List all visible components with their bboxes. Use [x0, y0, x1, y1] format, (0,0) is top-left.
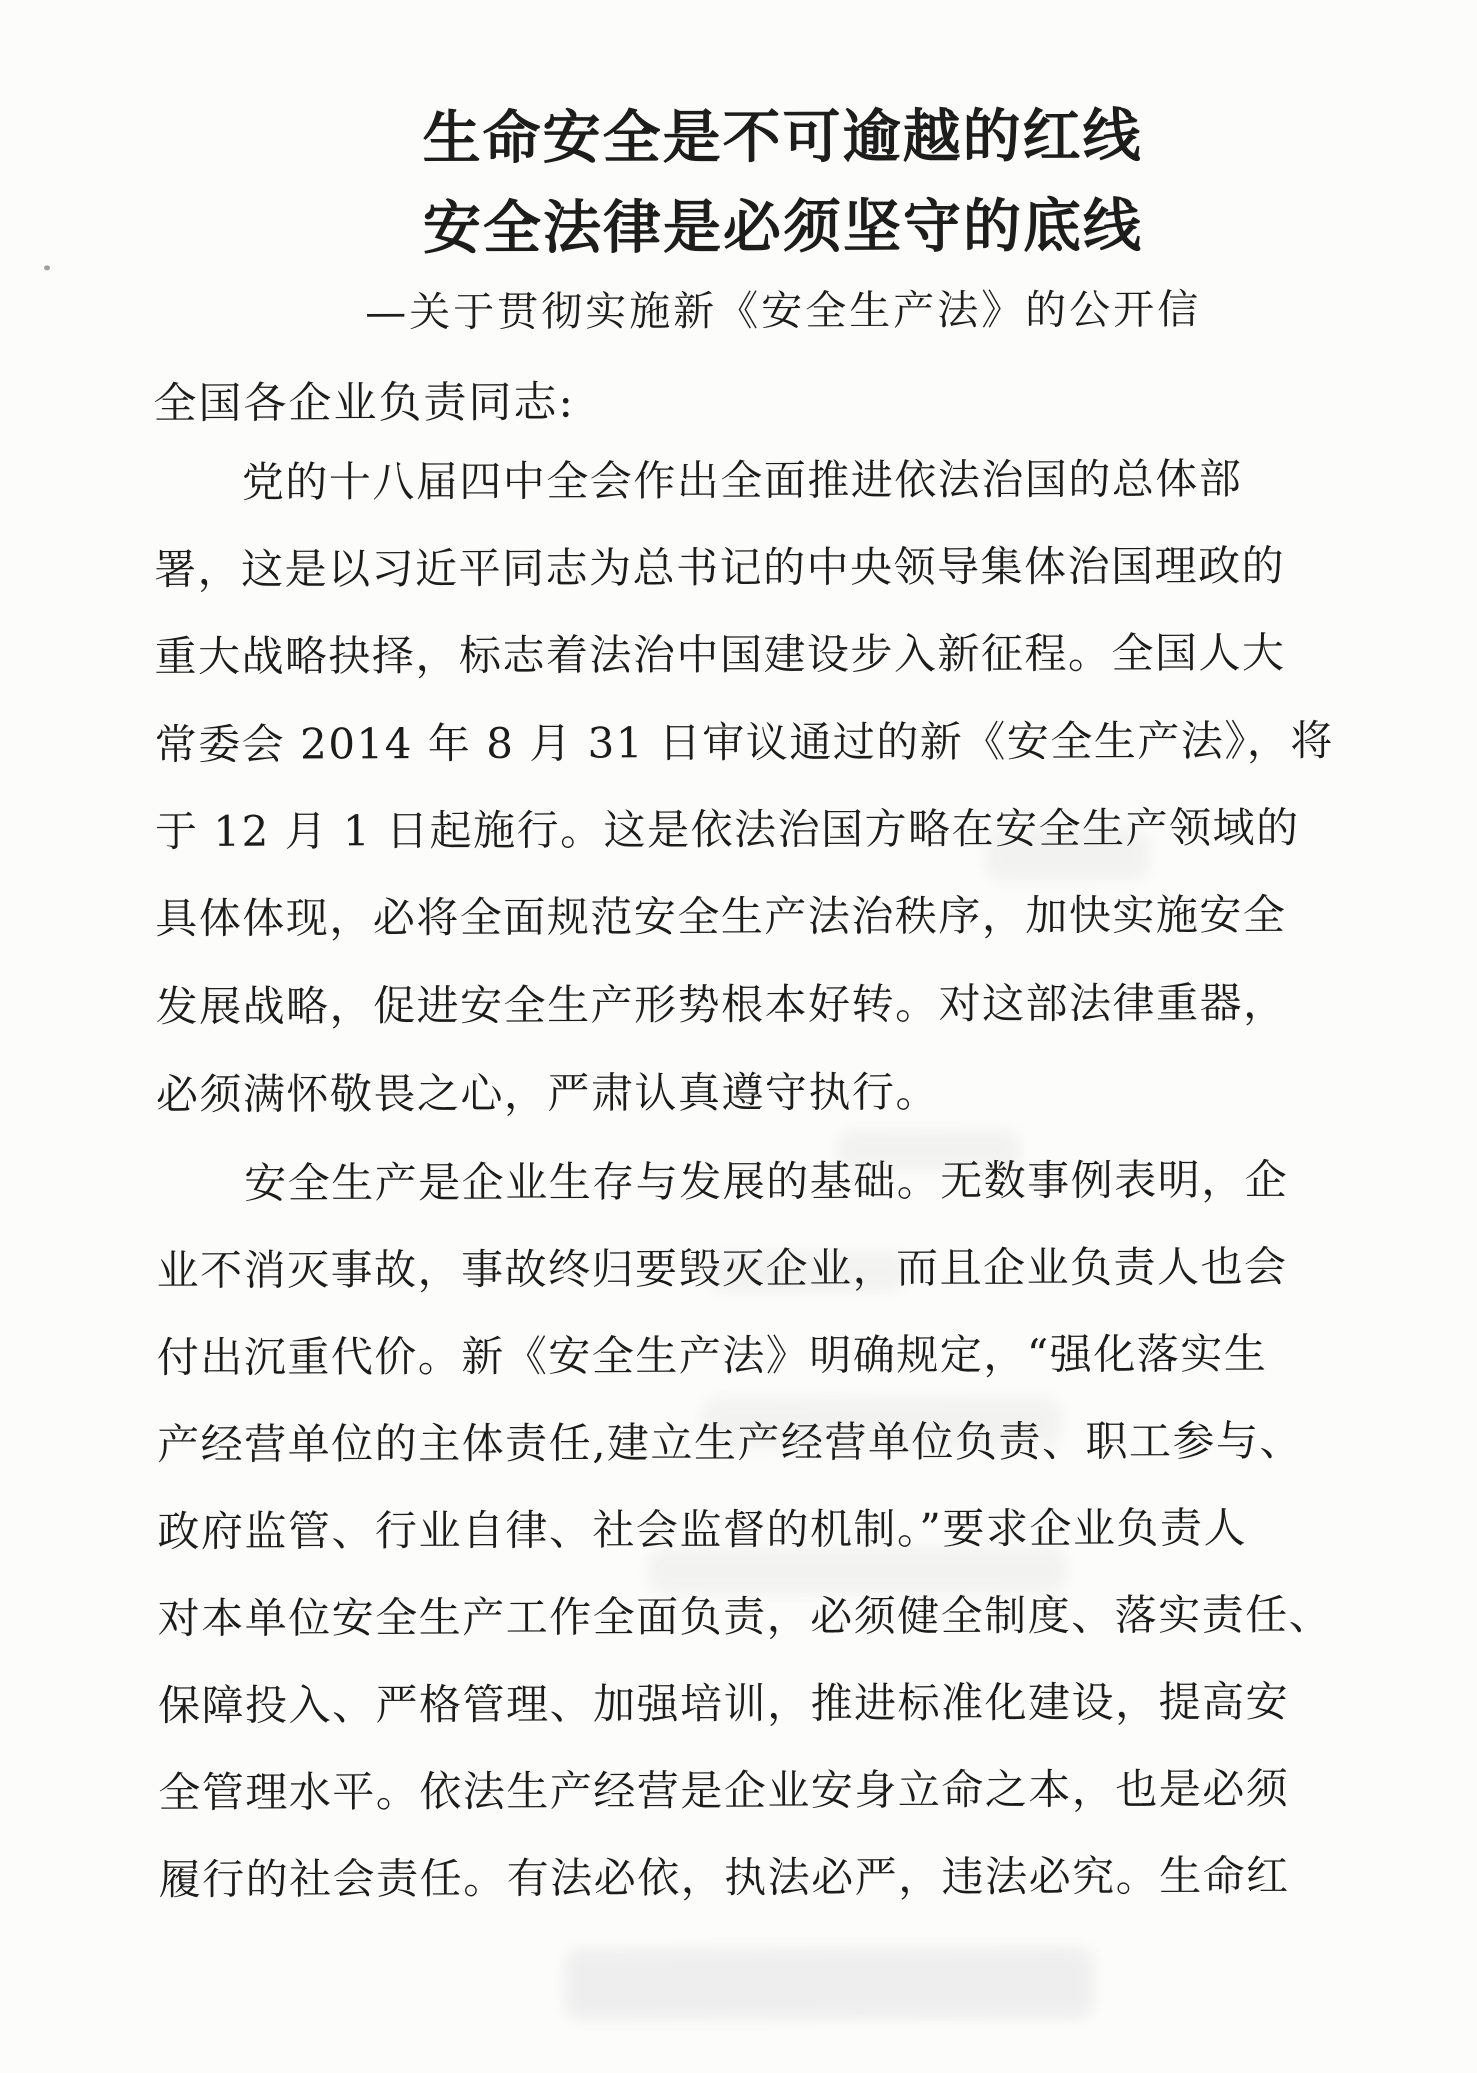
body-line: 具体体现，必将全面规范安全生产法治秩序，加快实施安全 — [155, 890, 1287, 944]
body-line: 重大战略抉择，标志着法治中国建设步入新征程。全国人大 — [154, 628, 1286, 682]
body-line: 安全生产是企业生存与发展的基础。无数事例表明，企 — [244, 1155, 1289, 1208]
document-title — [282, 90, 1283, 273]
salutation-line: 全国各企业负责同志: — [153, 377, 576, 430]
document-subtitle: —关于贯彻实施新《安全生产法》的公开信 — [365, 285, 1202, 337]
body-line: 业不消灭事故，事故终归要毁灭企业，而且企业负责人也会 — [156, 1242, 1288, 1296]
body-line: 发展战略，促进安全生产形势根本好转。对这部法律重器， — [155, 978, 1287, 1032]
body-line: 产经营单位的主体责任,建立生产经营单位负责、职工参与、 — [157, 1416, 1304, 1470]
body-line: 于 12 月 1 日起施行。这是依法治国方略在安全生产领域的 — [154, 803, 1300, 857]
body-line: 全管理水平。依法生产经营是企业安身立命之本，也是必须 — [158, 1764, 1290, 1818]
body-line: 必须满怀敬畏之心，严肃认真遵守执行。 — [155, 1067, 940, 1120]
body-line: 党的十八届四中全会作出全面推进依法治国的总体部 — [241, 454, 1243, 507]
body-line: 署，这是以习近平同志为总书记的中央领导集体治国理政的 — [154, 541, 1286, 595]
scan-speck — [44, 265, 50, 270]
body-line: 付出沉重代价。新《安全生产法》明确规定，“强化落实生 — [156, 1329, 1268, 1383]
document-title-line-1: 生命安全是不可逾越的红线 — [422, 101, 1143, 173]
body-line: 常委会 2014 年 8 月 31 日审议通过的新《安全生产法》，将 — [154, 715, 1334, 770]
body-line: 履行的社会责任。有法必依，执法必严，违法必究。生命红 — [158, 1851, 1290, 1905]
document-title-line-2: 安全法律是必须坚守的底线 — [422, 191, 1144, 263]
body-line: 保障投入、严格管理、加强培训，推进标准化建设，提高安 — [157, 1677, 1290, 1731]
body-line: 政府监管、行业自律、社会监督的机制。”要求企业负责人 — [157, 1503, 1248, 1557]
bleed-through-artifact — [564, 1947, 1094, 2021]
body-line: 对本单位安全生产工作全面负责，必须健全制度、落实责任、 — [157, 1589, 1333, 1644]
